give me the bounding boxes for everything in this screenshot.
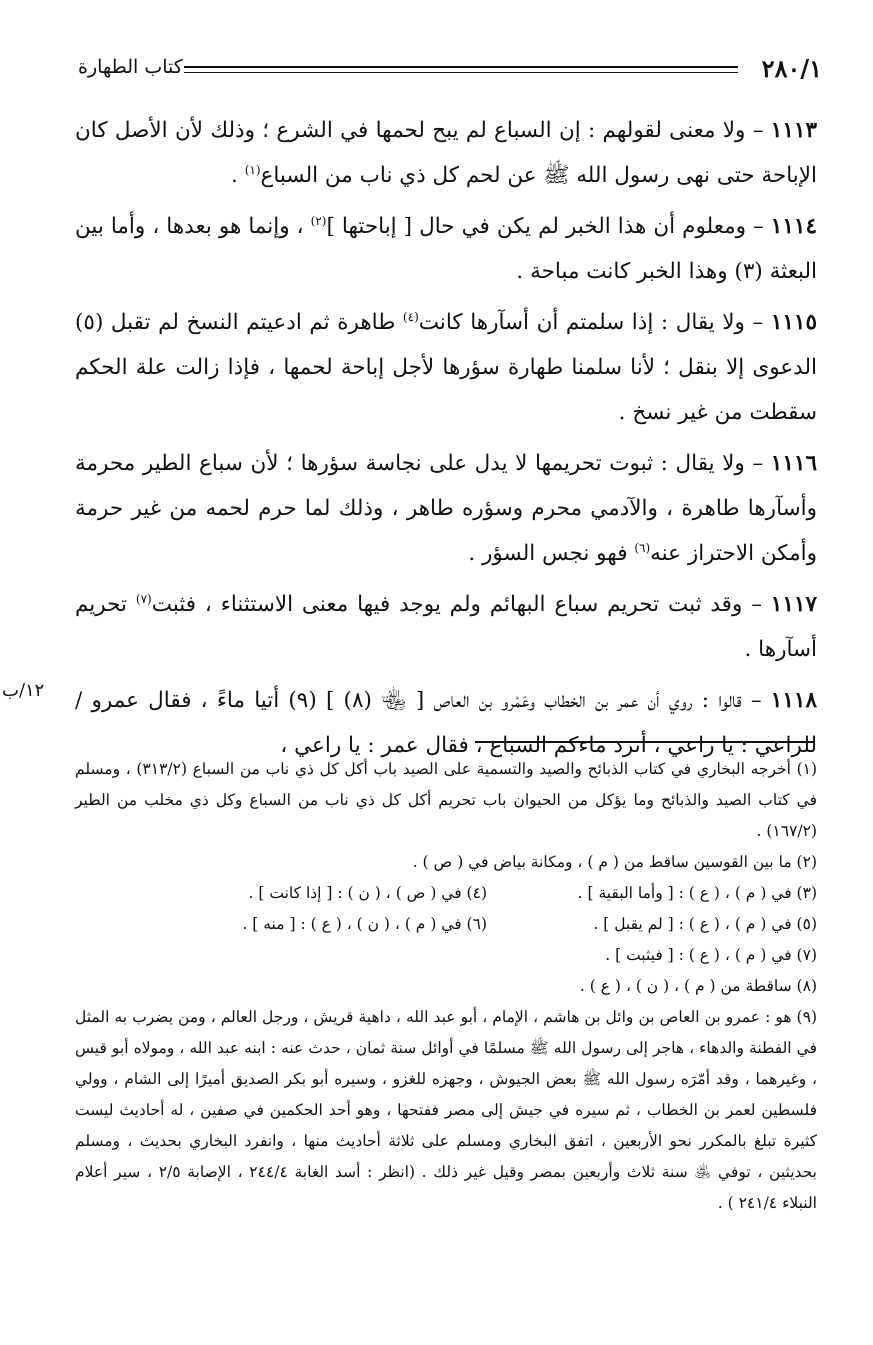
- footnote-3: (٣) في ( م ) ، ( ع ) : [ وأما البقية ] .: [577, 884, 817, 902]
- paragraph-text: – ولا يقال : إذا سلمتم أن أسآرها كانت: [418, 310, 771, 335]
- paragraph-1113: [75, 108, 817, 198]
- paragraph-number: ١١١٤: [770, 214, 817, 239]
- footnote-7: (٧) في ( م ) ، ( ع ) : [ فيثبت ] .: [605, 946, 817, 964]
- footnote-row: [75, 909, 817, 940]
- paragraph-text: – وقد ثبت تحريم سباع البهائم ولم يوجد فيها معنى الاستثناء ، فثبت: [151, 592, 771, 617]
- manuscript-folio-ref: ١٢/ب: [2, 680, 45, 701]
- paragraph-number: ١١١٨: [770, 688, 817, 713]
- paragraph-number: ١١١٧: [770, 592, 817, 617]
- paragraph-tail: .: [231, 163, 245, 188]
- paragraph-tail: طاهرة ثم ادعيتم النسخ لم تقبل (٥) الدعوى إلا بنقل ؛ لأنا سلمنا طهارة سؤرها لأجل إباحة لحمها ، فإذا زالت علة الحكم سقطت من غير نسخ .: [75, 310, 817, 425]
- paragraph-1114: [75, 204, 817, 294]
- footnote-4: (٤) في ( ص ) ، ( ن ) : [ إذا كانت ] .: [248, 884, 487, 902]
- footnote-1: (١) أخرجه البخاري في كتاب الذبائح والصيد والتسمية على الصيد باب أكل كل ذي ناب من السباع (٣١٣/٢) ، ومسلم في كتاب الصيد والذبائح وما يؤكل من الحيوان باب تحريم أكل كل ذي ناب من السباع وكل ذي مخلب من الطير (١٦٧/٢) .: [75, 760, 818, 840]
- footnote-ref: (٦): [634, 540, 651, 555]
- paragraph-1116: [75, 441, 817, 576]
- footnotes: [75, 754, 817, 1219]
- footnote-ref: (٤): [402, 309, 419, 324]
- header-rule-thin: [184, 72, 738, 73]
- book-title: كتاب الطهارة: [78, 56, 183, 78]
- footnote-6: (٦) في ( م ) ، ( ن ) ، ( ع ) : [ منه ] .: [242, 915, 487, 933]
- paragraph-number: ١١١٥: [770, 310, 818, 335]
- footnote-2: (٢) ما بين القوسين ساقط من ( م ) ، ومكانة بياض في ( ص ) .: [412, 853, 817, 871]
- footnote-ref: (٧): [135, 591, 152, 606]
- paragraph-text: – قالوا : روي أن عمر بن الخطاب وعَمْرو بن العاص [ ﵄ (٨) ] (٩): [288, 688, 771, 713]
- paragraph-1117: [75, 582, 817, 672]
- paragraph-1115: [75, 300, 817, 435]
- footnote-row: [75, 878, 817, 909]
- footnote-9: (٩) هو : عمرو بن العاص بن وائل بن هاشم ، الإمام ، أبو عبد الله ، داهية قريش ، ورجل العالم ، ومن يضرب به المثل في الفطنة والدهاء ، هاجر إلى رسول الله ﷺ مسلمًا في أوائل سنة ثمان ، حدث عنه : ابنه عبد الله ، ومولاه أبو قيس ، وغيرهما ، وقد أمّرَه رسول الله ﷺ بعض الجيوش ، وجهزه للغزو ، وسيره أبو بكر الصديق أميرًا إلى الشام ، وولي فلسطين لعمر بن الخطاب ، ثم سيره في جيش إلى مصر ففتحها ، وهو أحد الحكمين في صفين ، له أحاديث ليست كثيرة تبلغ بالمكرر نحو الأربعين ، اتفق البخاري ومسلم على ثلاثة أحاديث منها ، وانفرد البخاري بحديث ، ومسلم بحديثين ، توفي ﵁ سنة ثلاث وأربعين بمصر وقيل غير ذلك . (انظر : أسد الغابة ٢٤٤/٤ ، الإصابة ٢/٥ ، سير أعلام النبلاء ٢٤١/٤ ) .: [75, 1008, 817, 1212]
- header-rule: [184, 66, 738, 68]
- paragraph-tail: ، وإنما هو بعدها ، وأما بين البعثة (٣) وهذا الخبر كانت مباحة .: [75, 214, 817, 284]
- paragraph-tail: أتيا ماءً ، فقال عمرو / للراعي : يا راعي ، أترد ماءكم السباع ، فقال عمر : يا راعي ،: [75, 688, 817, 758]
- footnote-5: (٥) في ( م ) ، ( ع ) : [ لم يقبل ] .: [593, 915, 817, 933]
- footnote-separator: [475, 741, 815, 743]
- paragraph-tail: تحريم أسآرها .: [75, 592, 817, 662]
- footnote-8: (٨) ساقطة من ( م ) ، ( ن ) ، ( ع ) .: [579, 977, 817, 995]
- paragraph-number: ١١١٣: [770, 118, 817, 143]
- paragraph-text: – ولا معنى لقولهم : إن السباع لم يبح لحمها في الشرع ؛ وذلك لأن الأصل كان الإباحة حتى نهى رسول الله ﷺ عن لحم كل ذي ناب من السباع: [75, 118, 817, 188]
- page-number: ٢٨٠/١: [761, 54, 822, 83]
- paragraph-text: – ولا يقال : ثبوت تحريمها لا يدل على نجاسة سؤرها ؛ لأن سباع الطير محرمة وأسآرها طاهرة ، والآدمي محرم وسؤره طاهر ، وذلك لما حرم لحمه من غير حرمة وأمكن الاحتراز عنه: [75, 451, 817, 566]
- footnote-ref: (٢): [310, 213, 327, 228]
- paragraph-tail: فهو نجس السؤر .: [468, 541, 635, 566]
- paragraph-text: – ومعلوم أن هذا الخبر لم يكن في حال [ إباحتها ]: [326, 214, 771, 239]
- footnote-ref: (١): [244, 162, 261, 177]
- main-text: [75, 108, 817, 774]
- paragraph-number: ١١١٦: [770, 451, 817, 476]
- running-header: [72, 52, 822, 88]
